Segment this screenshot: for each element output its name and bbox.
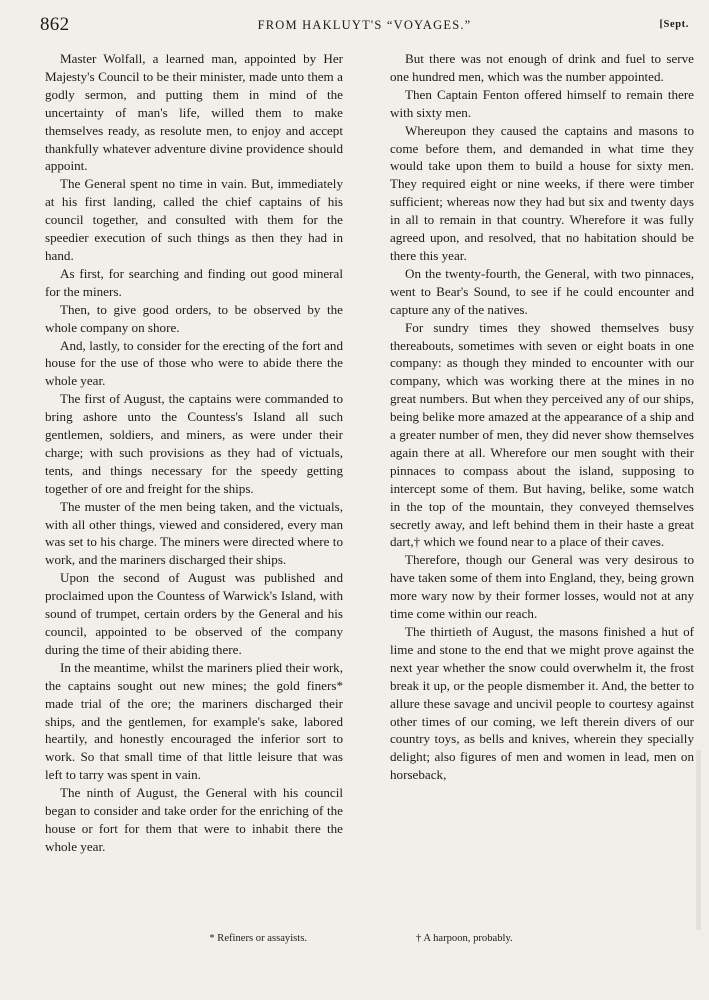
paragraph: For sundry times they showed themselves busy thereabouts, sometimes with seven or eight boats in one company: as though they minded to encounter with our company, which was working there at the mines in no great numbers. But when they perceived any of our ships, being belike more amazed at the appearance of a ship and a greater number of men, they did never show themselves again there at all. Wherefore our men sought with their pinnaces to compass about the island, supposing to intercept some of them. But having, belike, some watch in the top of the mountain, they conveyed themselves secretly away, and left behind them in their haste a great dart,† which we found near to a place of their caves. <box>390 319 694 550</box>
paragraph: The muster of the men being taken, and the victuals, with all other things, viewed and considered, every man was set to his charge. The miners were directed where to work, and the mariners discharged their ships. <box>45 498 343 568</box>
right-column <box>390 50 694 784</box>
running-title: FROM HAKLUYT'S “VOYAGES.” <box>257 18 472 32</box>
page-number: 862 <box>40 14 70 35</box>
paragraph: Master Wolfall, a learned man, appointed by Her Majesty's Council to be their minister, made unto them a godly sermon, and putting them in mind of the uncertainty of man's life, willed them to make themselves ready, as resolute men, to enjoy and accept thankfully whatever adventure divine providence should appoint. <box>45 51 343 174</box>
month-label: [Sept. <box>659 19 689 30</box>
paragraph: And, lastly, to consider for the erecting of the fort and house for the use of those who were to abide there the whole year. <box>45 337 343 389</box>
paragraph: The thirtieth of August, the masons finished a hut of lime and stone to the end that we might prove against the next year whether the snow could overwhelm it, the frost break it up, or the people dismember it. And, the better to allure these savage and uncivil people to courtesy against other times of our coming, we left therein divers of our country toys, as bells and knives, wherein they specially delight; also figures of men and women in lead, men on horseback, <box>390 624 694 783</box>
paragraph: Then, to give good orders, to be observed by the whole company on shore. <box>45 301 343 335</box>
page-header <box>40 12 689 42</box>
paragraph: Upon the second of August was published and proclaimed upon the Countess of Warwick's Island, with sound of trumpet, certain orders by the General and his council, appointed to be observed of the company during the time of their abiding there. <box>45 570 343 657</box>
footnote-right <box>390 932 694 946</box>
paragraph: But there was not enough of drink and fuel to serve one hundred men, which was the number appointed. <box>390 51 694 84</box>
paragraph: The ninth of August, the General with his council began to consider and take order for the enriching of the house or fort for them that were to inhabit there the whole year. <box>45 785 343 854</box>
paragraph: As first, for searching and finding out good mineral for the miners. <box>45 265 343 299</box>
paragraph: Therefore, though our General was very desirous to have taken some of them into England, they, being grown more wary now by their former losses, would not at any time come within our reach. <box>390 552 694 622</box>
footnote-text: * Refiners or assayists. <box>209 933 307 944</box>
paragraph: The General spent no time in vain. But, immediately at his first landing, called the chief captains of his council together, and consulted with them for the speedier execution of such things as then they had in hand. <box>45 176 343 263</box>
paragraph: In the meantime, whilst the mariners plied their work, the captains sought out new mines; the gold finers* made trial of the ore; the mariners discharged their ships, and the gentlemen, for example's sake, labored heartily, and honestly encouraged the inferior sort to work. So that small time of that little leisure that was left to tarry was spent in vain. <box>45 659 343 783</box>
left-column <box>45 50 343 856</box>
footnote-left <box>45 932 343 946</box>
footnote-text: † A harpoon, probably. <box>416 933 513 944</box>
page-edge-shadow <box>696 750 701 930</box>
paragraph: On the twenty-fourth, the General, with two pinnaces, went to Bear's Sound, to see if he could encounter and capture any of the natives. <box>390 265 694 317</box>
paragraph: Whereupon they caused the captains and masons to come before them, and demanded in what time they would take upon them to build a house for sixty men. They required eight or nine weeks, if there were timber sufficient; whereas now they had but six and twenty days in all to remain in that country. Wherefore it was fully agreed upon, and resolved, that no habitation should be there this year. <box>390 122 694 263</box>
paragraph: The first of August, the captains were commanded to bring ashore unto the Countess's Island all such gentlemen, soldiers, and miners, as were under their charge; with such provisions as they had of victuals, tents, and things necessary for the speedy getting together of ore and freight for the ships. <box>45 391 343 496</box>
paragraph: Then Captain Fenton offered himself to remain there with sixty men. <box>390 86 694 120</box>
